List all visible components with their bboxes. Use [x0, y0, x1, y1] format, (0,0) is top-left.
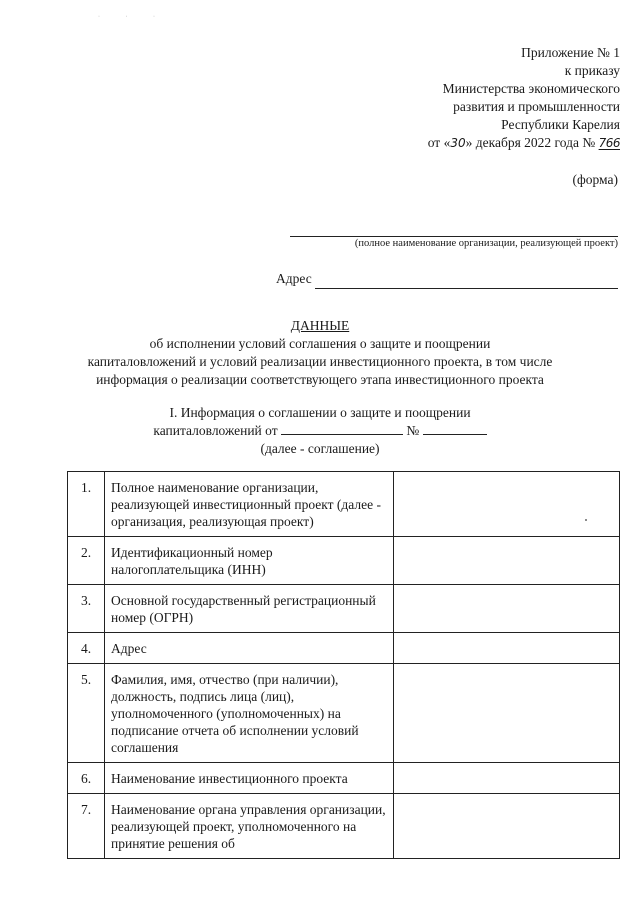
row-value: [394, 585, 620, 633]
title-line-3: информация о реализации соответствующего этапа инвестиционного проекта: [96, 372, 544, 387]
row-label: Фамилия, имя, отчество (при наличии), должность, подпись лица (лиц), уполномоченного (уполномоченных) на подписание отчета об исполнении условий соглашения: [105, 664, 394, 763]
row-value: [394, 794, 620, 859]
section-line-1: I. Информация о соглашении о защите и поощрении: [169, 405, 471, 420]
row-label: Наименование органа управления организации, реализующей проект, уполномоченного на принятие решения об: [105, 794, 394, 859]
section-number-sign: №: [406, 423, 420, 438]
agreement-info-table: [67, 471, 620, 859]
order-day-handwritten: 30: [450, 136, 466, 150]
row-number: 6.: [68, 763, 105, 794]
scan-specks: · · ·: [98, 14, 167, 20]
section-line-2: [0, 422, 640, 440]
row-number: 5.: [68, 664, 105, 763]
row-value: [394, 472, 620, 537]
appendix-number: Приложение № 1: [521, 45, 620, 60]
row-number: 7.: [68, 794, 105, 859]
title-line-1: об исполнении условий соглашения о защите и поощрении: [149, 336, 491, 351]
appendix-to-order: к приказу: [564, 63, 620, 78]
section-agreement-prefix: капиталовложений от: [153, 423, 278, 438]
row-label: Идентификационный номер налогоплательщика (ИНН): [105, 537, 394, 585]
section-line-3: (далее - соглашение): [260, 441, 380, 456]
table-row: [68, 537, 620, 585]
title-line-2: капиталовложений и условий реализации инвестиционного проекта, в том числе: [87, 354, 553, 369]
table-row: [68, 763, 620, 794]
section-heading: [0, 404, 640, 458]
row-number: 4.: [68, 633, 105, 664]
row-value: [394, 633, 620, 664]
row-number: 3.: [68, 585, 105, 633]
row-label: Полное наименование организации, реализующей инвестиционный проект (далее - организация, реализующая проект): [105, 472, 394, 537]
address-label: Адрес: [276, 271, 312, 286]
ministry-line-2: развития и промышленности: [453, 99, 620, 114]
table-row: [68, 794, 620, 859]
organization-name-line: [290, 236, 618, 237]
table-row: [68, 585, 620, 633]
row-number: 2.: [68, 537, 105, 585]
row-label: Адрес: [105, 633, 394, 664]
row-label: Наименование инвестиционного проекта: [105, 763, 394, 794]
title-heading: ДАННЫЕ: [290, 318, 350, 333]
row-value: [394, 763, 620, 794]
agreement-date-blank: [281, 423, 403, 435]
agreement-number-blank: [423, 423, 487, 435]
order-date-middle: » декабря 2022 года №: [465, 135, 599, 150]
row-value: [394, 537, 620, 585]
form-note: (форма): [572, 172, 618, 187]
table-row: [68, 633, 620, 664]
row-label: Основной государственный регистрационный номер (ОГРН): [105, 585, 394, 633]
appendix-header: [428, 44, 620, 152]
table-row: [68, 472, 620, 537]
row-number: 1.: [68, 472, 105, 537]
order-number-handwritten: 766: [598, 136, 620, 150]
order-date-prefix: от «: [427, 135, 451, 150]
row-value: [394, 664, 620, 763]
order-date-line: [428, 134, 620, 152]
scan-speck: [585, 519, 587, 521]
ministry-line-3: Республики Карелия: [501, 117, 620, 132]
document-title: [0, 317, 640, 389]
ministry-line-1: Министерства экономического: [442, 81, 620, 96]
organization-name-caption: (полное наименование организации, реализующей проект): [354, 238, 618, 249]
address-line: [315, 288, 618, 289]
table-row: [68, 664, 620, 763]
